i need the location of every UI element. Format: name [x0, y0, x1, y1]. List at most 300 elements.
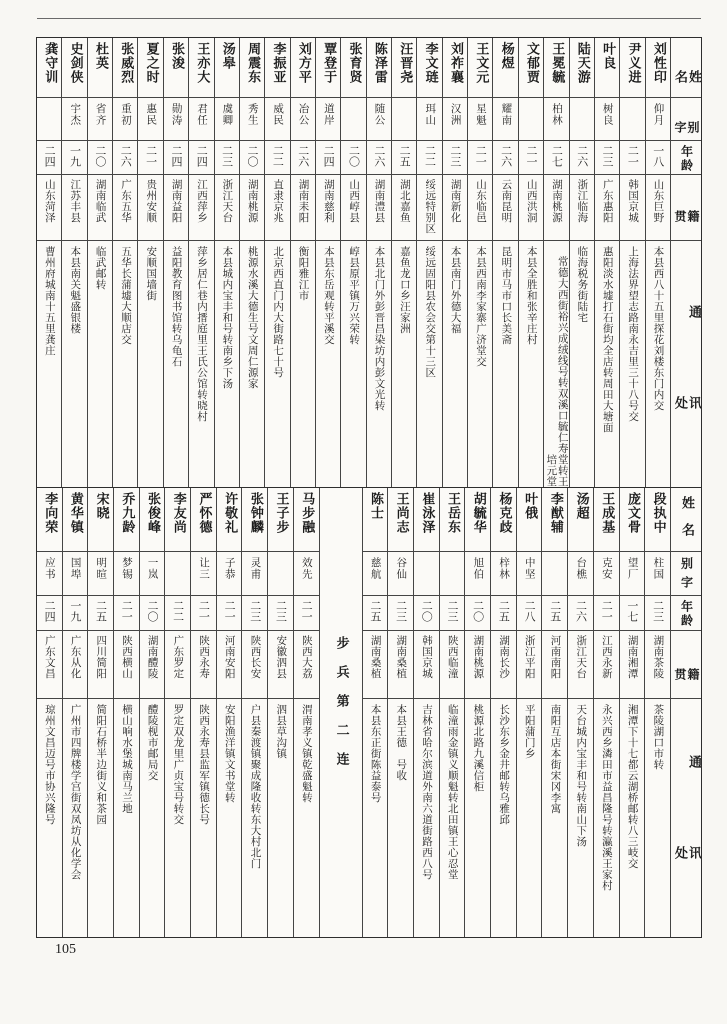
name-cell — [217, 488, 242, 552]
entry-age: 二一 — [600, 600, 614, 622]
age-cell — [388, 596, 413, 631]
entry-age: 二二 — [423, 145, 437, 167]
name-cell — [63, 488, 88, 552]
header-byname-cell — [671, 552, 701, 596]
header-byname: 别字 — [679, 557, 694, 595]
entry-column — [63, 488, 89, 937]
address-cell — [113, 241, 137, 487]
entry-byname: 虞卿 — [221, 103, 234, 126]
entry-address: 常德大西街裕兴成绒线号转双溪口毓仁寿堂转王培元堂 — [545, 256, 569, 487]
address-cell — [620, 699, 645, 937]
entry-column — [191, 488, 217, 937]
register-table-bottom — [37, 488, 701, 937]
name-cell — [620, 488, 645, 552]
entry-native: 河南安阳 — [223, 635, 236, 679]
address-cell — [363, 699, 388, 937]
entry-column — [164, 38, 189, 487]
entry-address: 临海税务街陆宅 — [576, 246, 589, 323]
entry-byname: 星魁 — [474, 103, 487, 126]
native-cell — [217, 631, 242, 699]
entry-native: 江西萍乡 — [196, 179, 209, 223]
entry-native: 浙江临海 — [576, 179, 589, 223]
byname-cell — [414, 552, 439, 596]
entry-age: 二〇 — [246, 145, 260, 167]
name-cell — [388, 488, 413, 552]
address-cell — [240, 241, 264, 487]
entry-age: 二一 — [300, 600, 314, 622]
byname-cell — [620, 552, 645, 596]
entry-age: 一八 — [651, 145, 665, 167]
entry-native: 陕西横山 — [120, 635, 133, 679]
byname-cell — [341, 98, 365, 141]
age-cell — [491, 596, 516, 631]
native-cell — [191, 631, 216, 699]
entry-column — [542, 488, 568, 937]
entry-column — [620, 38, 645, 487]
name-cell — [440, 488, 465, 552]
entry-name: 刘性印 — [650, 42, 666, 84]
address-cell — [465, 699, 490, 937]
name-cell — [414, 488, 439, 552]
byname-cell — [443, 98, 467, 141]
entry-byname: 秀生 — [246, 103, 259, 126]
name-cell — [191, 488, 216, 552]
entry-age: 二〇 — [347, 145, 361, 167]
address-cell — [542, 699, 567, 937]
entry-age: 二五 — [548, 600, 562, 622]
byname-cell — [88, 552, 113, 596]
entry-name: 李友尚 — [170, 492, 186, 534]
entry-address: 本县王德 号收 — [395, 704, 408, 781]
entry-column — [570, 38, 595, 487]
entry-native: 陕西长安 — [249, 635, 262, 679]
name-cell — [491, 488, 516, 552]
address-cell — [417, 241, 441, 487]
entry-age: 二一 — [223, 600, 237, 622]
entry-byname: 珥山 — [424, 103, 437, 126]
age-cell — [265, 141, 289, 175]
byname-cell — [242, 552, 267, 596]
name-cell — [240, 38, 264, 98]
address-cell — [140, 699, 165, 937]
address-cell — [114, 699, 139, 937]
age-cell — [595, 141, 619, 175]
entry-address: 湘潭下十七都云湖桥邮转八三岐交 — [626, 704, 639, 869]
entry-address: 桃源水溪大德生号文周仁源家 — [246, 246, 259, 389]
entry-native: 绥远特别区 — [424, 179, 437, 234]
address-cell — [242, 699, 267, 937]
entry-native: 广东从化 — [69, 635, 82, 679]
entry-address: 茶陵湖口市转 — [652, 704, 665, 770]
entry-age: 二四 — [43, 600, 57, 622]
header-native: 籍贯 — [673, 668, 700, 698]
entry-age: 二一 — [626, 145, 640, 167]
age-cell — [544, 141, 568, 175]
byname-cell — [363, 552, 388, 596]
header-age: 年龄 — [679, 600, 694, 628]
entry-name: 崔泳泽 — [419, 492, 435, 534]
name-cell — [268, 488, 293, 552]
name-cell — [646, 38, 670, 98]
entry-column — [468, 38, 493, 487]
byname-cell — [164, 98, 188, 141]
address-cell — [37, 699, 62, 937]
age-cell — [189, 141, 213, 175]
age-cell — [88, 596, 113, 631]
name-cell — [443, 38, 467, 98]
native-cell — [140, 631, 165, 699]
entry-byname: 让三 — [198, 557, 211, 580]
byname-cell — [189, 98, 213, 141]
header-byname-cell — [671, 98, 701, 141]
address-cell — [189, 241, 213, 487]
age-cell — [465, 596, 490, 631]
entry-age: 二一 — [144, 145, 158, 167]
entry-name: 王子步 — [273, 492, 289, 534]
entry-native: 湖南益阳 — [170, 179, 183, 223]
entry-native: 山东临邑 — [474, 179, 487, 223]
entry-age: 二一 — [120, 600, 134, 622]
entry-name: 张育贤 — [346, 42, 362, 84]
entry-column — [268, 488, 294, 937]
age-cell — [594, 596, 619, 631]
entry-native: 山东菏泽 — [43, 179, 56, 223]
native-cell — [645, 631, 670, 699]
native-cell — [316, 175, 340, 241]
name-cell — [113, 38, 137, 98]
address-cell — [620, 241, 644, 487]
entry-native: 湖北嘉鱼 — [398, 179, 411, 223]
age-cell — [493, 141, 517, 175]
entry-address: 本县南关魁盛银楼 — [69, 246, 82, 334]
header-name: 姓名 — [672, 70, 701, 97]
header-address: 通讯处 — [672, 755, 701, 937]
page-number: 105 — [55, 942, 76, 957]
name-cell — [465, 488, 490, 552]
address-cell — [544, 241, 568, 487]
age-cell — [291, 141, 315, 175]
entry-byname: 省齐 — [94, 103, 107, 126]
entry-age: 一九 — [68, 145, 82, 167]
entry-name: 许敬礼 — [222, 492, 238, 534]
native-cell — [240, 175, 264, 241]
entry-native: 湖南耒阳 — [297, 179, 310, 223]
byname-cell — [417, 98, 441, 141]
entry-age: 二三 — [248, 600, 262, 622]
native-cell — [138, 175, 162, 241]
entry-name: 史剑侠 — [67, 42, 83, 84]
entry-name: 龚守训 — [42, 42, 58, 84]
entry-native: 湖南桑植 — [369, 635, 382, 679]
entry-age: 二四 — [322, 145, 336, 167]
name-cell — [645, 488, 670, 552]
entry-byname: 慈航 — [369, 557, 382, 580]
entry-address: 曹州府城南十五里龚庄 — [43, 246, 56, 356]
entry-name: 张钟麟 — [247, 492, 263, 534]
entry-byname: 树良 — [601, 103, 614, 126]
native-cell — [265, 175, 289, 241]
entry-age: 二六 — [372, 145, 386, 167]
entry-address: 永兴西乡潾田市益昌隆号转瀛溪王家村 — [600, 704, 613, 891]
entry-age: 二一 — [524, 145, 538, 167]
age-cell — [63, 596, 88, 631]
entry-age: 二三 — [601, 145, 615, 167]
entry-byname: 勋涛 — [170, 103, 183, 126]
name-cell — [88, 38, 112, 98]
byname-cell — [217, 552, 242, 596]
native-cell — [392, 175, 416, 241]
native-cell — [189, 175, 213, 241]
name-cell — [568, 488, 593, 552]
header-address: 通讯处 — [672, 305, 701, 487]
byname-cell — [191, 552, 216, 596]
entry-byname: 仰月 — [652, 103, 665, 126]
entry-address: 安阳渔洋镇文书堂转 — [223, 704, 236, 803]
entry-column — [291, 38, 316, 487]
entry-byname: 望厂 — [626, 557, 639, 580]
entry-column — [242, 488, 268, 937]
name-cell — [542, 488, 567, 552]
name-cell — [215, 38, 239, 98]
native-cell — [417, 175, 441, 241]
byname-cell — [568, 552, 593, 596]
entry-column — [217, 488, 243, 937]
byname-cell — [468, 98, 492, 141]
unit-label: 步兵第二连 — [333, 636, 349, 781]
entry-age: 二三 — [274, 600, 288, 622]
entry-age: 二三 — [448, 145, 462, 167]
entry-address: 本县南门外德大福 — [449, 246, 462, 334]
header-name: 姓名 — [679, 496, 695, 550]
entry-name: 汪晋尧 — [397, 42, 413, 84]
entry-byname: 柏林 — [551, 103, 564, 126]
entry-name: 段执中 — [650, 492, 666, 534]
name-cell — [417, 38, 441, 98]
entry-age: 二七 — [550, 145, 564, 167]
entry-native: 湖南慈利 — [322, 179, 335, 223]
entry-native: 四川简阳 — [95, 635, 108, 679]
byname-cell — [544, 98, 568, 141]
entry-name: 王亦大 — [194, 42, 210, 84]
entry-native: 贵州安顺 — [145, 179, 158, 223]
address-cell — [568, 699, 593, 937]
entry-byname: 谷仙 — [395, 557, 408, 580]
entry-address: 衡阳雅江市 — [297, 246, 310, 301]
entry-name: 张威烈 — [118, 42, 134, 84]
entry-native: 山东巨野 — [652, 179, 665, 223]
age-cell — [191, 596, 216, 631]
entry-byname: 台樵 — [575, 557, 588, 580]
entry-age: 二一 — [474, 145, 488, 167]
entry-address: 本县北门外彭晋昌染坊内彭文光转 — [373, 246, 386, 411]
native-cell — [37, 175, 61, 241]
entry-address: 绥远固阳县农会交第十三区 — [424, 246, 437, 378]
entry-address: 萍乡居仁巷内搢庭里王氏公馆转晓村 — [196, 246, 209, 422]
name-cell — [316, 38, 340, 98]
entry-byname: 效先 — [300, 557, 313, 580]
entry-name: 庞文骨 — [624, 492, 640, 534]
entry-byname: 子恭 — [223, 557, 236, 580]
native-cell — [646, 175, 670, 241]
entry-age: 一七 — [625, 600, 639, 622]
byname-cell — [265, 98, 289, 141]
entry-age: 二四 — [43, 145, 57, 167]
entry-age: 二〇 — [420, 600, 434, 622]
native-cell — [215, 175, 239, 241]
byname-cell — [113, 98, 137, 141]
entry-native: 广东罗定 — [172, 635, 185, 679]
entry-address: 五华长蒲墟大顺店交 — [119, 246, 132, 345]
native-cell — [465, 631, 490, 699]
entry-byname: 一岚 — [146, 557, 159, 580]
address-cell — [62, 241, 86, 487]
native-cell — [493, 175, 517, 241]
entry-byname: 灵甫 — [249, 557, 262, 580]
entry-address: 本县西南李家寨广济堂交 — [474, 246, 487, 367]
byname-cell — [294, 552, 319, 596]
entry-byname: 旭伯 — [472, 557, 485, 580]
address-cell — [519, 241, 543, 487]
entry-address: 本县东正街陈益泰号 — [369, 704, 382, 803]
entry-address: 本县城内宝丰和号转南乡下汤 — [221, 246, 234, 389]
entry-column — [392, 38, 417, 487]
entry-column — [414, 488, 440, 937]
byname-cell — [392, 98, 416, 141]
entry-column — [37, 38, 62, 487]
entry-name: 王尚志 — [393, 492, 409, 534]
entry-name: 刘方平 — [295, 42, 311, 84]
entry-name: 宋晓 — [93, 492, 109, 520]
age-cell — [363, 596, 388, 631]
address-cell — [165, 699, 190, 937]
address-cell — [443, 241, 467, 487]
name-cell — [363, 488, 388, 552]
entry-column — [440, 488, 466, 937]
native-cell — [63, 631, 88, 699]
name-cell — [594, 488, 619, 552]
entry-address: 安顺国墙街 — [145, 246, 158, 301]
entry-native: 湖南湘潭 — [626, 635, 639, 679]
entry-column — [240, 38, 265, 487]
entry-native: 陕西临潼 — [446, 635, 459, 679]
entry-column — [594, 488, 620, 937]
address-cell — [594, 699, 619, 937]
header-byname: 别字 — [673, 121, 700, 140]
entry-age: 二五 — [94, 600, 108, 622]
entry-column — [114, 488, 140, 937]
byname-cell — [215, 98, 239, 141]
entry-column — [544, 38, 569, 487]
entry-address: 泗县草沟镇 — [275, 704, 288, 759]
entry-age: 二〇 — [471, 600, 485, 622]
entry-age: 二四 — [169, 145, 183, 167]
name-cell — [291, 38, 315, 98]
age-cell — [620, 141, 644, 175]
entry-address: 益阳教育图书馆转乌龟石 — [170, 246, 183, 367]
entry-age: 二一 — [197, 600, 211, 622]
entry-address: 罗定双龙里广贞宝号转交 — [172, 704, 185, 825]
header-column — [671, 38, 701, 487]
entry-age: 二三 — [651, 600, 665, 622]
byname-cell — [491, 552, 516, 596]
entry-age: 二〇 — [93, 145, 107, 167]
address-cell — [341, 241, 365, 487]
name-cell — [189, 38, 213, 98]
header-name-cell — [671, 38, 701, 98]
entry-column — [367, 38, 392, 487]
name-cell — [37, 488, 62, 552]
entry-column — [465, 488, 491, 937]
age-cell — [140, 596, 165, 631]
entry-native: 湖南茶陵 — [652, 635, 665, 679]
address-cell — [138, 241, 162, 487]
byname-cell — [114, 552, 139, 596]
entry-column — [37, 488, 63, 937]
entry-column — [189, 38, 214, 487]
name-cell — [341, 38, 365, 98]
name-cell — [242, 488, 267, 552]
entry-byname: 耀南 — [500, 103, 513, 126]
age-cell — [37, 141, 61, 175]
address-cell — [570, 241, 594, 487]
header-column — [671, 488, 701, 937]
entry-name: 夏之时 — [143, 42, 159, 84]
name-cell — [493, 38, 517, 98]
address-cell — [63, 699, 88, 937]
entry-column — [595, 38, 620, 487]
native-cell — [113, 175, 137, 241]
address-cell — [88, 699, 113, 937]
entry-column — [140, 488, 166, 937]
entry-age: 二六 — [575, 145, 589, 167]
address-cell — [493, 241, 517, 487]
entry-name: 李文琏 — [422, 42, 438, 84]
entry-name: 叶俄 — [522, 492, 538, 520]
byname-cell — [268, 552, 293, 596]
entry-address: 嘉鱼龙口乡汪家洲 — [398, 246, 411, 334]
native-cell — [388, 631, 413, 699]
age-cell — [62, 141, 86, 175]
entry-age: 二六 — [296, 145, 310, 167]
entry-column — [215, 38, 240, 487]
address-cell — [164, 241, 188, 487]
entry-name: 李猷辅 — [547, 492, 563, 534]
entry-address: 平阳蒲门乡 — [523, 704, 536, 759]
entry-column — [443, 38, 468, 487]
entry-column — [388, 488, 414, 937]
entry-column — [568, 488, 594, 937]
entry-age: 二五 — [368, 600, 382, 622]
age-cell — [414, 596, 439, 631]
entry-column — [294, 488, 320, 937]
age-cell — [138, 141, 162, 175]
entry-native: 韩国京城 — [420, 635, 433, 679]
name-cell — [138, 38, 162, 98]
entry-column — [88, 488, 114, 937]
address-cell — [440, 699, 465, 937]
entry-name: 王冕毓 — [549, 42, 565, 84]
header-name-cell — [671, 488, 701, 552]
entry-byname: 道岸 — [322, 103, 335, 126]
age-cell — [294, 596, 319, 631]
entry-native: 浙江天台 — [575, 635, 588, 679]
byname-cell — [367, 98, 391, 141]
name-cell — [37, 38, 61, 98]
entry-native: 安徽泗县 — [275, 635, 288, 679]
age-cell — [570, 141, 594, 175]
header-native-cell — [671, 631, 701, 699]
entry-address: 长沙东乡金井邮转乌雅邱 — [498, 704, 511, 825]
